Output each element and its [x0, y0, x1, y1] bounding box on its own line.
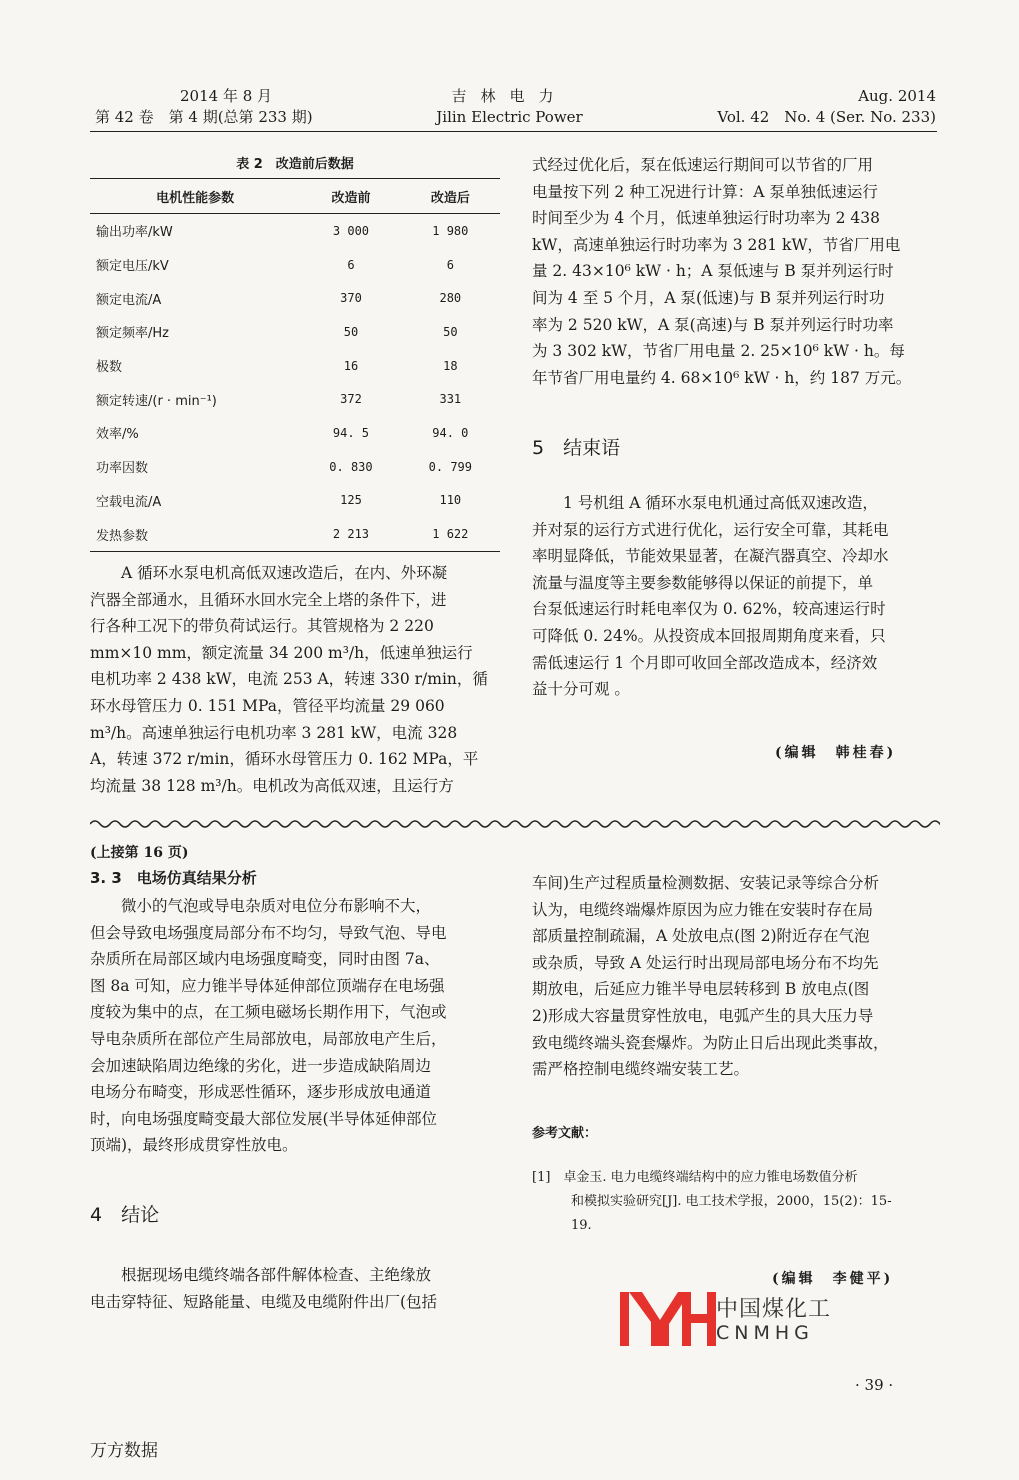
- text-line: 导电杂质所在部位产生局部放电，局部放电产生后，: [90, 1029, 447, 1048]
- text-line: 间为 4 至 5 个月，A 泵(低速)与 B 泵并列运行时功: [532, 288, 885, 307]
- section-4-title: 4 结论: [90, 1204, 160, 1226]
- table-cell: 额定转速/(r · min⁻¹): [96, 393, 217, 409]
- table-cell: 94. 5: [332, 425, 370, 440]
- page-number: · 39 ·: [855, 1376, 894, 1394]
- text-line: mm×10 mm，额定流量 34 200 m³/h，低速单独运行: [90, 643, 473, 662]
- table-caption: 表 2 改造前后数据: [236, 157, 354, 172]
- text-line: 期放电，后延应力锥半导电层转移到 B 放电点(图: [532, 980, 870, 999]
- paragraph-conclusion: [532, 490, 938, 703]
- table-cell: 1 622: [401, 517, 500, 551]
- paragraph-conclusion-4: [90, 1262, 500, 1315]
- table-cell: 94. 0: [432, 425, 469, 440]
- table-header: 改造后: [401, 179, 500, 214]
- table-row: [90, 382, 500, 416]
- text-line: 率明显降低，节能效果显著，在凝汽器真空、冷却水: [532, 547, 889, 566]
- references-title: 参考文献：: [532, 1126, 598, 1141]
- logo-text-en: CNMHG: [716, 1322, 814, 1344]
- table-row: [90, 450, 500, 484]
- text-line: 认为，电缆终端爆炸原因为应力锥在安装时存在局: [532, 900, 874, 919]
- text-line: 为 3 302 kW，节省厂用电量 2. 25×10⁶ kW · h。每: [532, 342, 905, 361]
- text-line: 会加速缺陷周边绝缘的劣化，进一步造成缺陷周边: [90, 1056, 432, 1075]
- text-line: 电场分布畸变，形成恶性循环，逐步形成放电通道: [90, 1083, 432, 1102]
- text-line: 时，向电场强度畸变最大部位发展(半导体延伸部位: [90, 1109, 438, 1128]
- table-cell: 额定电流/A: [96, 292, 162, 308]
- text-line: 需低速运行 1 个月即可收回全部改造成本，经济效: [532, 653, 878, 672]
- table-row: [90, 484, 500, 518]
- table-cell: 额定电压/kV: [96, 259, 169, 275]
- table-cell: 0. 799: [428, 459, 472, 474]
- table-row: [90, 315, 500, 349]
- text-line: 杂质所在局部区域内电场强度畸变，同时由图 7a、: [90, 950, 440, 969]
- text-line: 1 号机组 A 循环水泵电机通过高低双速改造，: [532, 494, 878, 512]
- text-line: A，转速 372 r/min，循环水母管压力 0. 162 MPa，平: [90, 750, 479, 769]
- table-cell: 效率/%: [96, 427, 139, 443]
- text-line: 可降低 0. 24%。从投资成本回报周期角度来看，只: [532, 626, 886, 645]
- text-line: 图 8a 可知，应力锥半导体延伸部位顶端存在电场强: [90, 976, 445, 995]
- text-line: 根据现场电缆终端各部件解体检查、主绝缘放: [90, 1266, 432, 1284]
- text-line: 流量与温度等主要参数能够得以保证的前提下，单: [532, 573, 874, 592]
- table-cell: 18: [443, 358, 458, 373]
- table-header-row: [90, 179, 500, 214]
- text-line: 式经过优化后，泵在低速运行期间可以节省的厂用: [532, 156, 874, 174]
- header-date-en: Aug. 2014: [858, 87, 936, 105]
- text-line: 部质量控制疏漏，A 处放电点(图 2)附近存在气泡: [532, 927, 870, 946]
- continued-note: (上接第 16 页): [90, 845, 189, 861]
- table-cell: 1 980: [432, 223, 469, 238]
- text-line: 2)形成大容量贯穿性放电，电弧产生的具大压力导: [532, 1006, 874, 1025]
- text-line: 汽器全部通水，且循环水回水完全上塔的条件下，进: [90, 590, 447, 609]
- text-line: m³/h。高速单独运行电机功率 3 281 kW，电流 328: [90, 723, 458, 742]
- text-line: 顶端)，最终形成贯穿性放电。: [90, 1136, 298, 1155]
- table-row: [90, 349, 500, 383]
- table-cell: 0. 830: [329, 459, 373, 474]
- header-volume: 第 42 卷 第 4 期(总第 233 期): [95, 108, 313, 126]
- text-line: 量 2. 43×10⁶ kW · h；A 泵低速与 B 泵并列运行时: [532, 262, 894, 281]
- text-line: 均流量 38 128 m³/h。电机改为高低双速，且运行方: [90, 776, 454, 795]
- reference-item: [532, 1166, 938, 1238]
- table-cell: 6: [347, 257, 355, 272]
- reference-line: 19.: [532, 1218, 592, 1233]
- paragraph-energy-saving: [532, 152, 938, 391]
- journal-title-en: Jilin Electric Power: [436, 108, 583, 126]
- data-table: [90, 178, 500, 552]
- text-line: 电机功率 2 438 kW，电流 253 A，转速 330 r/min，循: [90, 670, 488, 689]
- wanfang-watermark: 万方数据: [90, 1441, 158, 1461]
- table-cell: 370: [340, 291, 362, 306]
- header-volume-en: Vol. 42 No. 4 (Ser. No. 233): [717, 108, 936, 126]
- table-cell: 极数: [96, 360, 123, 376]
- header-rule: [90, 131, 937, 132]
- table-cell: 372: [340, 392, 362, 407]
- logo-text-cn: 中国煤化工: [716, 1297, 832, 1322]
- table-cell: 280: [439, 291, 462, 306]
- text-line: 车间)生产过程质量检测数据、安装记录等综合分析: [532, 874, 880, 892]
- table-cell: 6: [446, 257, 454, 272]
- paragraph-analysis: [532, 870, 938, 1083]
- text-line: 或杂质，导致 A 处运行时出现局部电场分布不均先: [532, 953, 879, 972]
- table-cell: 功率因数: [96, 461, 149, 477]
- table-cell: 发热参数: [90, 517, 301, 551]
- text-line: 致电缆终端头瓷套爆炸。为防止日后出现此类事故，: [532, 1033, 889, 1052]
- section-5-title: 5 结束语: [532, 437, 621, 459]
- table-row: [90, 214, 500, 248]
- text-line: kW，高速单独运行时功率为 3 281 kW，节省厂用电: [532, 235, 901, 254]
- table-header: 改造前: [301, 179, 400, 214]
- wavy-divider: [90, 818, 940, 830]
- text-line: 度较为集中的点，在工频电磁场长期作用下，气泡或: [90, 1003, 447, 1022]
- text-line: 但会导致电场强度局部分布不均匀，导致气泡、导电: [90, 923, 447, 942]
- paragraph-simulation: [90, 893, 500, 1159]
- table-cell: 125: [340, 493, 362, 508]
- table-cell: 16: [343, 358, 359, 373]
- text-line: 率为 2 520 kW，A 泵(高速)与 B 泵并列运行时功率: [532, 315, 894, 334]
- table-cell: 110: [439, 493, 462, 508]
- section-3-3-title: 3. 3 电场仿真结果分析: [90, 869, 257, 887]
- table-cell: 2 213: [301, 517, 400, 551]
- table-cell: 3 000: [332, 223, 370, 238]
- text-line: 并对泵的运行方式进行优化，运行安全可靠，其耗电: [532, 520, 889, 539]
- header-right: [640, 86, 936, 128]
- text-line: 时间至少为 4 个月，低速单独运行时功率为 2 438: [532, 209, 881, 228]
- text-line: 电击穿特征、短路能量、电缆及电缆附件出厂(包括: [90, 1292, 438, 1311]
- text-line: A 循环水泵电机高低双速改造后，在内、外环凝: [90, 564, 448, 582]
- text-line: 微小的气泡或导电杂质对电位分布影响不大，: [90, 897, 432, 915]
- editor-credit: (编辑 李健平): [772, 1271, 894, 1287]
- text-line: 行各种工况下的带负荷试运行。其管规格为 2 220: [90, 617, 434, 636]
- table-row: [90, 416, 500, 450]
- text-line: 电量按下列 2 种工况进行计算：A 泵单独低速运行: [532, 182, 878, 201]
- table-cell: 331: [439, 392, 462, 407]
- table-cell: 额定频率/Hz: [96, 326, 169, 342]
- table-cell: 空载电流/A: [96, 494, 162, 510]
- table-cell: 50: [443, 324, 458, 339]
- table-row: [90, 517, 500, 551]
- journal-title-cn: 吉林电力: [451, 87, 568, 105]
- table-cell: 输出功率/kW: [96, 225, 173, 241]
- table-header: 电机性能参数: [90, 179, 301, 214]
- text-line: 年节省厂用电量约 4. 68×10⁶ kW · h，约 187 万元。: [532, 368, 912, 387]
- reference-line: [1] 卓金玉. 电力电缆终端结构中的应力锥电场数值分析: [532, 1170, 858, 1185]
- paragraph-test-run: [90, 560, 500, 799]
- text-line: 台泵低速运行时耗电率仅为 0. 62%，较高速运行时: [532, 600, 886, 619]
- text-line: 环水母管压力 0. 151 MPa，管径平均流量 29 060: [90, 696, 445, 715]
- text-line: 需严格控制电缆终端安装工艺。: [532, 1060, 750, 1079]
- header-date: 2014 年 8 月: [180, 87, 273, 105]
- table-row: [90, 248, 500, 282]
- table-cell: 50: [343, 324, 359, 339]
- reference-line: 和模拟实验研究[J]. 电工技术学报，2000，15(2)：15-: [532, 1194, 892, 1209]
- text-line: 益十分可观 。: [532, 680, 630, 699]
- editor-credit: (编辑 韩桂春): [775, 745, 897, 761]
- table-row: [90, 281, 500, 315]
